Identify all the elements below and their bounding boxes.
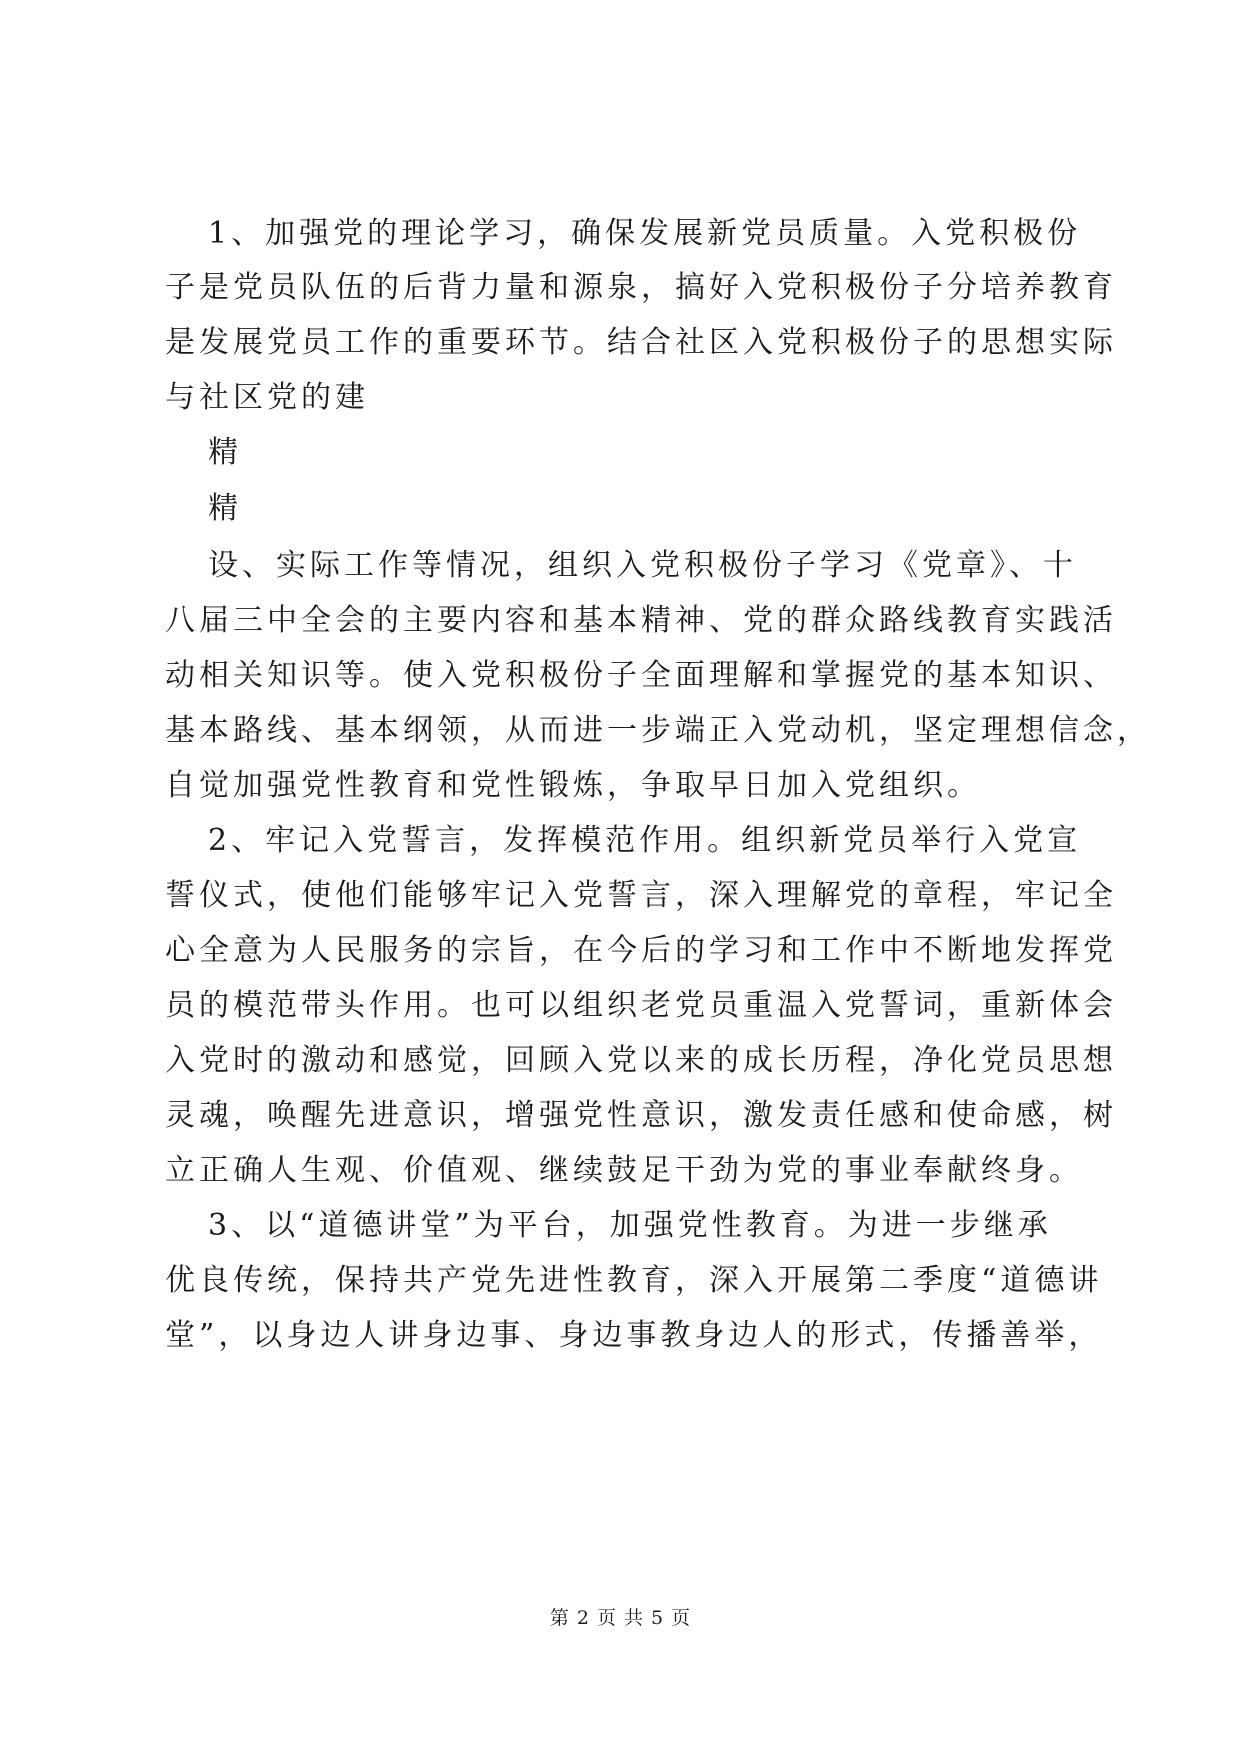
paragraph-3-line-2: 优良传统，保持共产党先进性教育，深入开展第二季度“道德讲 xyxy=(165,1263,1103,1298)
paragraph-1-line-4: 与社区党的建 xyxy=(165,380,369,415)
paragraph-2-line-7: 立正确人生观、价值观、继续鼓足干劲为党的事业奉献终身。 xyxy=(165,1153,1083,1188)
page-number-footer: 第 2 页 共 5 页 xyxy=(549,1607,692,1629)
paragraph-3-line-1: 3、以“道德讲堂”为平台，加强党性教育。为进一步继承 xyxy=(208,1208,1052,1243)
paragraph-1-line-1: 1、加强党的理论学习，确保发展新党员质量。入党积极份 xyxy=(208,216,1082,251)
paragraph-1-line-5: 设、实际工作等情况，组织入党积极份子学习《党章》、十 xyxy=(208,548,1077,583)
paragraph-1-line-3: 是发展党员工作的重要环节。结合社区入党积极份子的思想实际 xyxy=(165,325,1117,360)
watermark-char-1: 精 xyxy=(208,435,242,470)
paragraph-3-line-3: 堂”，以身边人讲身边事、身边事教身边人的形式，传播善举， xyxy=(165,1318,1103,1353)
paragraph-1-line-6: 八届三中全会的主要内容和基本精神、党的群众路线教育实践活 xyxy=(165,603,1117,638)
paragraph-2-line-3: 心全意为人民服务的宗旨，在今后的学习和工作中不断地发挥党 xyxy=(165,933,1117,968)
watermark-char-2: 精 xyxy=(208,491,242,526)
paragraph-1-line-9: 自觉加强党性教育和党性锻炼，争取早日加入党组织。 xyxy=(165,768,981,803)
paragraph-2-line-2: 誓仪式，使他们能够牢记入党誓言，深入理解党的章程，牢记全 xyxy=(165,878,1117,913)
paragraph-2-line-1: 2、牢记入党誓言，发挥模范作用。组织新党员举行入党宣 xyxy=(208,823,1082,858)
paragraph-1-line-8: 基本路线、基本纲领，从而进一步端正入党动机，坚定理想信念， xyxy=(165,713,1151,748)
paragraph-1-line-2: 子是党员队伍的后背力量和源泉，搞好入党积极份子分培养教育 xyxy=(165,270,1117,305)
paragraph-2-line-5: 入党时的激动和感觉，回顾入党以来的成长历程，净化党员思想 xyxy=(165,1043,1117,1078)
paragraph-1-line-7: 动相关知识等。使入党积极份子全面理解和掌握党的基本知识、 xyxy=(165,658,1117,693)
paragraph-2-line-6: 灵魂，唤醒先进意识，增强党性意识，激发责任感和使命感，树 xyxy=(165,1098,1117,1133)
paragraph-2-line-4: 员的模范带头作用。也可以组织老党员重温入党誓词，重新体会 xyxy=(165,988,1117,1023)
